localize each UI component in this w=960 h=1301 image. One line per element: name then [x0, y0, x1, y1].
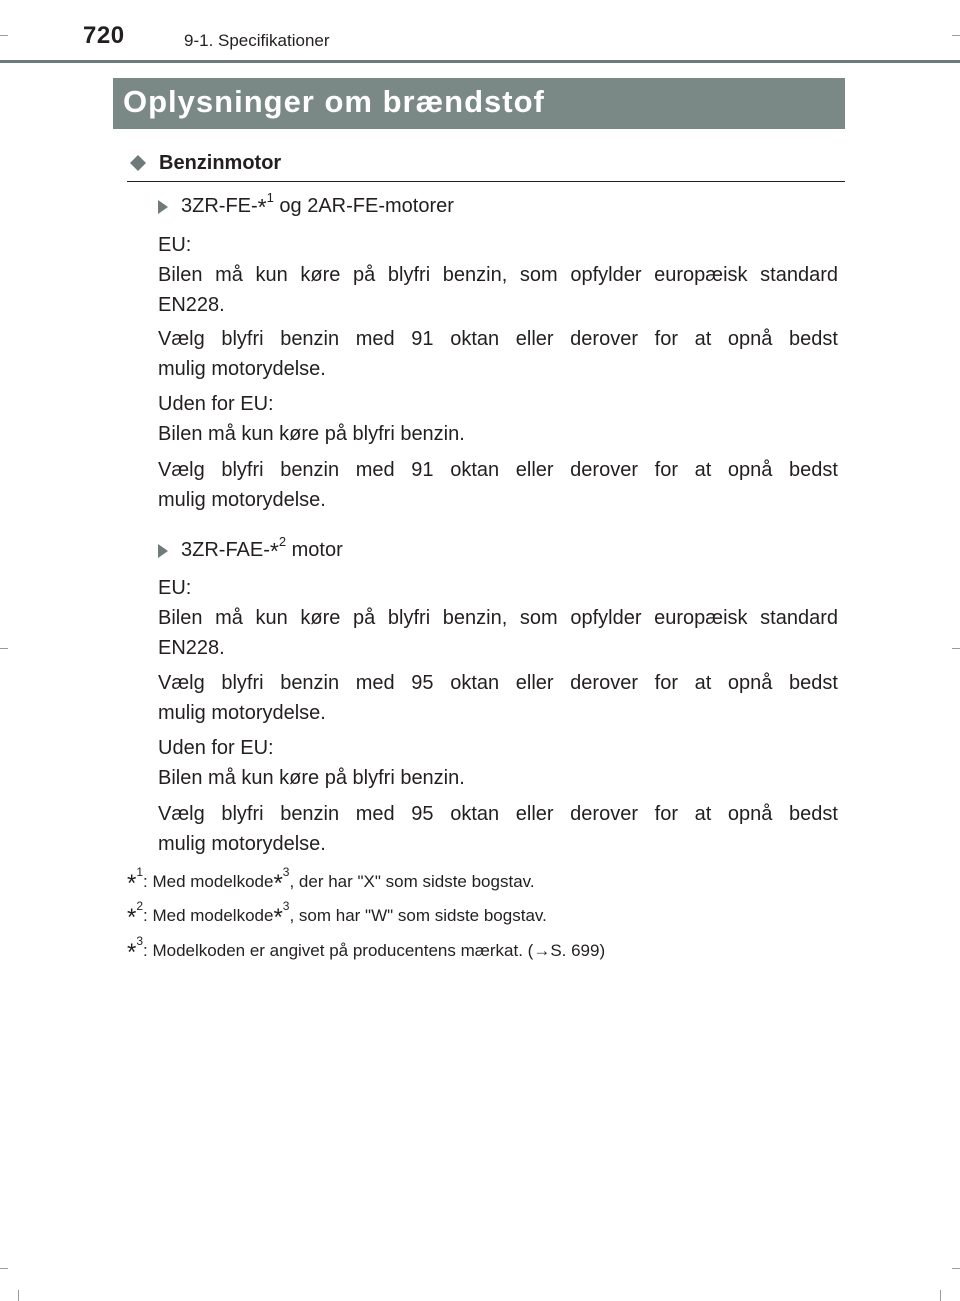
octane-line: Vælg blyfri benzin med 91 oktan eller derover for at opnå bedst [158, 459, 838, 481]
footnote-ref-star: * [273, 870, 283, 897]
bullet-engine-1 [158, 190, 454, 220]
non-eu-paragraph-1 [158, 389, 838, 449]
crop-mark [0, 648, 8, 649]
eu-paragraph-1 [158, 230, 838, 320]
footnote-ref-sup: 3 [282, 865, 290, 879]
subheading-label: Benzinmotor [159, 151, 282, 174]
crop-mark [0, 35, 8, 36]
non-eu-text: Bilen må kun køre på blyfri benzin. [158, 423, 465, 445]
page-title: Oplysninger om brændstof [123, 84, 545, 119]
eu-text-line: Bilen må kun køre på blyfri benzin, som opfylder europæisk standard [158, 607, 838, 629]
footnote-sup: 2 [278, 534, 287, 549]
footnote-text: : Med modelkode [143, 906, 274, 925]
crop-mark [0, 1268, 8, 1269]
non-eu-paragraph-2 [158, 733, 838, 793]
footnote-text: , der har "X" som sidste bogstav. [289, 872, 535, 891]
octane-line: Vælg blyfri benzin med 95 oktan eller derover for at opnå bedst [158, 672, 838, 694]
eu-text-line: Bilen må kun køre på blyfri benzin, som opfylder europæisk standard [158, 264, 838, 286]
octane-line: mulig motorydelse. [158, 489, 326, 511]
arrow-right-icon: → [533, 941, 551, 960]
eu-text-line: EN228. [158, 294, 225, 316]
eu-label: EU: [158, 577, 192, 599]
page-number: 720 [83, 22, 125, 49]
non-eu-octane-paragraph-2 [158, 799, 838, 859]
footnote-star: * [269, 538, 279, 564]
bullet-prefix: 3ZR-FAE- [181, 539, 270, 561]
header-rule [0, 60, 960, 63]
eu-octane-paragraph-2 [158, 668, 838, 728]
eu-text-line: EN228. [158, 637, 225, 659]
octane-line: mulig motorydelse. [158, 702, 326, 724]
octane-line: Vælg blyfri benzin med 91 oktan eller derover for at opnå bedst [158, 328, 838, 350]
footnote-text: , som har "W" som sidste bogstav. [289, 906, 547, 925]
bullet-engine-2 [158, 534, 343, 564]
footnote-3 [127, 934, 606, 966]
octane-line: mulig motorydelse. [158, 833, 326, 855]
footnote-2 [127, 899, 547, 931]
eu-octane-paragraph-1 [158, 324, 838, 384]
footnote-ref-star: * [273, 904, 283, 931]
bullet-suffix: motor [286, 539, 343, 561]
footnote-ref-sup: 3 [282, 899, 290, 913]
page-reference-link[interactable]: S. 699) [550, 941, 606, 960]
non-eu-label: Uden for EU: [158, 737, 274, 759]
diamond-icon [130, 155, 146, 171]
section-reference: 9-1. Specifikationer [184, 31, 330, 50]
footnote-1 [127, 865, 535, 897]
eu-label: EU: [158, 234, 192, 256]
non-eu-octane-paragraph-1 [158, 455, 838, 515]
footnote-star: * [127, 939, 137, 966]
octane-line: mulig motorydelse. [158, 358, 326, 380]
crop-mark [952, 35, 960, 36]
subheading [127, 149, 281, 177]
footnote-sup: 1 [136, 865, 144, 879]
footnote-star: * [127, 870, 137, 897]
bullet-prefix: 3ZR-FE- [181, 195, 258, 217]
triangle-right-icon [158, 200, 168, 214]
footnote-star: * [257, 194, 267, 220]
title-bar [113, 78, 845, 129]
footnote-star: * [127, 904, 137, 931]
triangle-right-icon [158, 544, 168, 558]
footnote-text: : Med modelkode [143, 872, 274, 891]
crop-mark [940, 1290, 941, 1301]
eu-paragraph-2 [158, 573, 838, 663]
non-eu-text: Bilen må kun køre på blyfri benzin. [158, 767, 465, 789]
footnote-sup: 1 [266, 190, 274, 205]
footnote-sup: 2 [136, 899, 144, 913]
bullet-suffix: og 2AR-FE-motorer [273, 195, 454, 217]
crop-mark [952, 1268, 960, 1269]
octane-line: Vælg blyfri benzin med 95 oktan eller derover for at opnå bedst [158, 803, 838, 825]
footnote-sup: 3 [136, 934, 144, 948]
footnote-text: : Modelkoden er angivet på producentens mærkat. ( [143, 941, 534, 960]
crop-mark [18, 1290, 19, 1301]
crop-mark [952, 648, 960, 649]
non-eu-label: Uden for EU: [158, 393, 274, 415]
subheading-rule [127, 181, 845, 182]
